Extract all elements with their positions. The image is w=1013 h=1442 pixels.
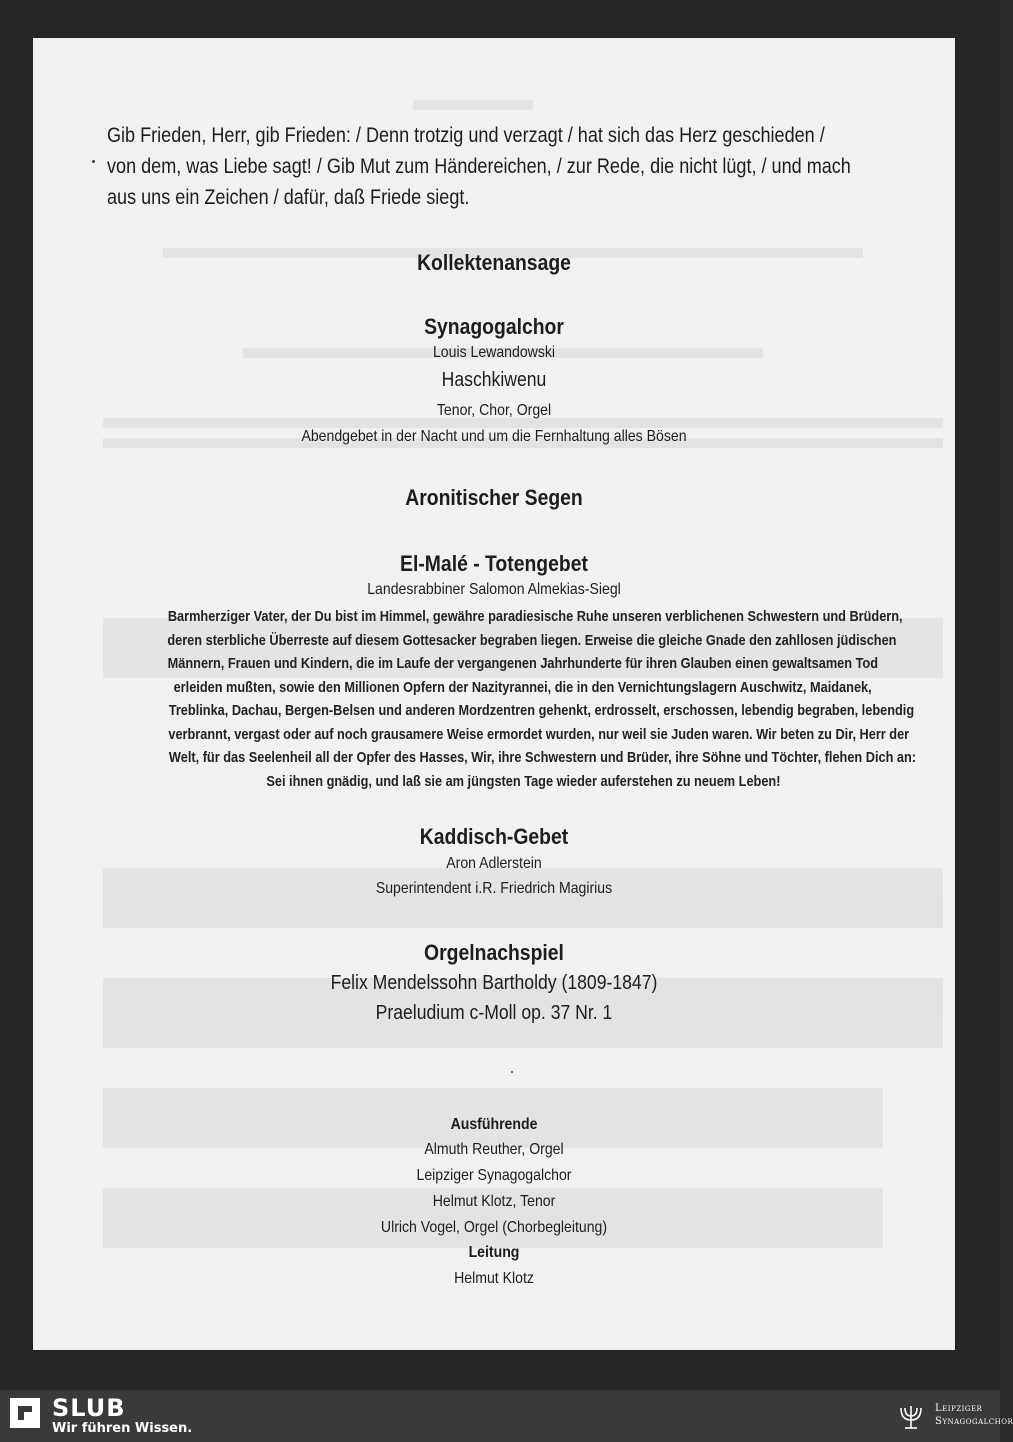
leitung-heading: Leitung: [468, 1244, 520, 1261]
slub-name: SLUB: [52, 1394, 126, 1422]
elmale-speaker: Landesrabbiner Salomon Almekias-Siegl: [367, 581, 621, 598]
orgel-heading: Orgelnachspiel: [424, 940, 564, 965]
leitung-name: Helmut Klotz: [454, 1270, 534, 1287]
intro-line: aus uns ein Zeichen / dafür, daß Friede siegt.: [107, 186, 470, 209]
synagogalchor-subtitle: Abendgebet in der Nacht und um die Fernhaltung alles Bösen: [301, 428, 687, 445]
intro-verse: [107, 120, 937, 213]
slub-tagline: Wir führen Wissen.: [52, 1421, 193, 1436]
performer-item: Ulrich Vogel, Orgel (Chorbegleitung): [380, 1219, 608, 1236]
orgel-work: Praeludium c-Moll op. 37 Nr. 1: [375, 1002, 613, 1024]
prayer-line: Barmherziger Vater, der Du bist im Himmel, gewähre paradiesische Ruhe unseren verblichenen Schwestern und Brüdern,: [167, 608, 903, 625]
elmale-heading: El-Malé - Totengebet: [400, 551, 588, 576]
kollekte-heading: Kollektenansage: [417, 250, 571, 275]
prayer-line: Treblinka, Dachau, Bergen-Belsen und anderen Mordzentren gehenkt, erdrosselt, erschossen, lebendig begraben, lebendig: [168, 702, 915, 719]
prayer-line: verbrannt, vergast oder auf noch grausamere Weise ermordet wurden, nur weil sie Juden waren. Wir beten zu Dir, Herr der: [168, 725, 910, 743]
menorah-icon: [895, 1400, 927, 1432]
footer-bar: [0, 1390, 1013, 1442]
prayer-line: deren sterbliche Überreste auf diesem Gottesacker begraben liegen. Erweise die gleiche Gnade den zahllosen jüdischen: [167, 631, 897, 649]
prayer-line: Sei ihnen gnädig, und laß sie am jüngsten Tage wieder auferstehen zu neuem Leben!: [265, 772, 781, 790]
intro-line: Gib Frieden, Herr, gib Frieden: / Denn trotzig und verzagt / hat sich das Herz geschieden /: [107, 124, 825, 147]
intro-line: von dem, was Liebe sagt! / Gib Mut zum Händereichen, / zur Rede, die nicht lügt, / und mach: [107, 155, 851, 178]
choir-line: Synagogalchor: [935, 1416, 1013, 1427]
performer-item: Leipziger Synagogalchor: [416, 1167, 572, 1184]
prayer-line: Welt, für das Seelenheil all der Opfer des Hasses, Wir, ihre Schwestern und Brüder, ihre Söhne und Töchter, flehen Dich an:: [168, 749, 917, 766]
speck: [511, 1071, 513, 1073]
synagogalchor-heading: Synagogalchor: [424, 314, 564, 339]
choir-logo-text: [935, 1402, 1013, 1428]
kaddisch-heading: Kaddisch-Gebet: [419, 824, 569, 849]
prayer-line: erleiden mußten, sowie den Millionen Opfern der Nazityrannei, die in den Vernichtungslagern Auschwitz, Maidanek,: [173, 678, 873, 696]
slub-logo-icon: [10, 1398, 40, 1428]
kaddisch-line: Superintendent i.R. Friedrich Magirius: [375, 880, 613, 897]
speck: [92, 160, 95, 163]
performer-item: Almuth Reuther, Orgel: [424, 1141, 564, 1158]
performer-item: Helmut Klotz, Tenor: [432, 1193, 556, 1210]
document-page: [33, 38, 955, 1350]
kaddisch-line: Aron Adlerstein: [446, 855, 542, 872]
ausfuehrende-heading: Ausführende: [450, 1116, 538, 1133]
synagogalchor-performers: Tenor, Chor, Orgel: [436, 402, 552, 419]
choir-line: Leipziger: [935, 1403, 983, 1414]
synagogalchor-composer: Louis Lewandowski: [432, 344, 556, 361]
segen-heading: Aronitischer Segen: [405, 485, 583, 510]
orgel-composer: Felix Mendelssohn Bartholdy (1809-1847): [330, 972, 658, 994]
elmale-prayer: [103, 605, 943, 793]
synagogalchor-title: Haschkiwenu: [441, 369, 547, 391]
prayer-line: Männern, Frauen und Kindern, die im Laufe der vergangenen Jahrhunderte für ihren Glauben einen gewaltsamen Tod: [167, 655, 879, 672]
